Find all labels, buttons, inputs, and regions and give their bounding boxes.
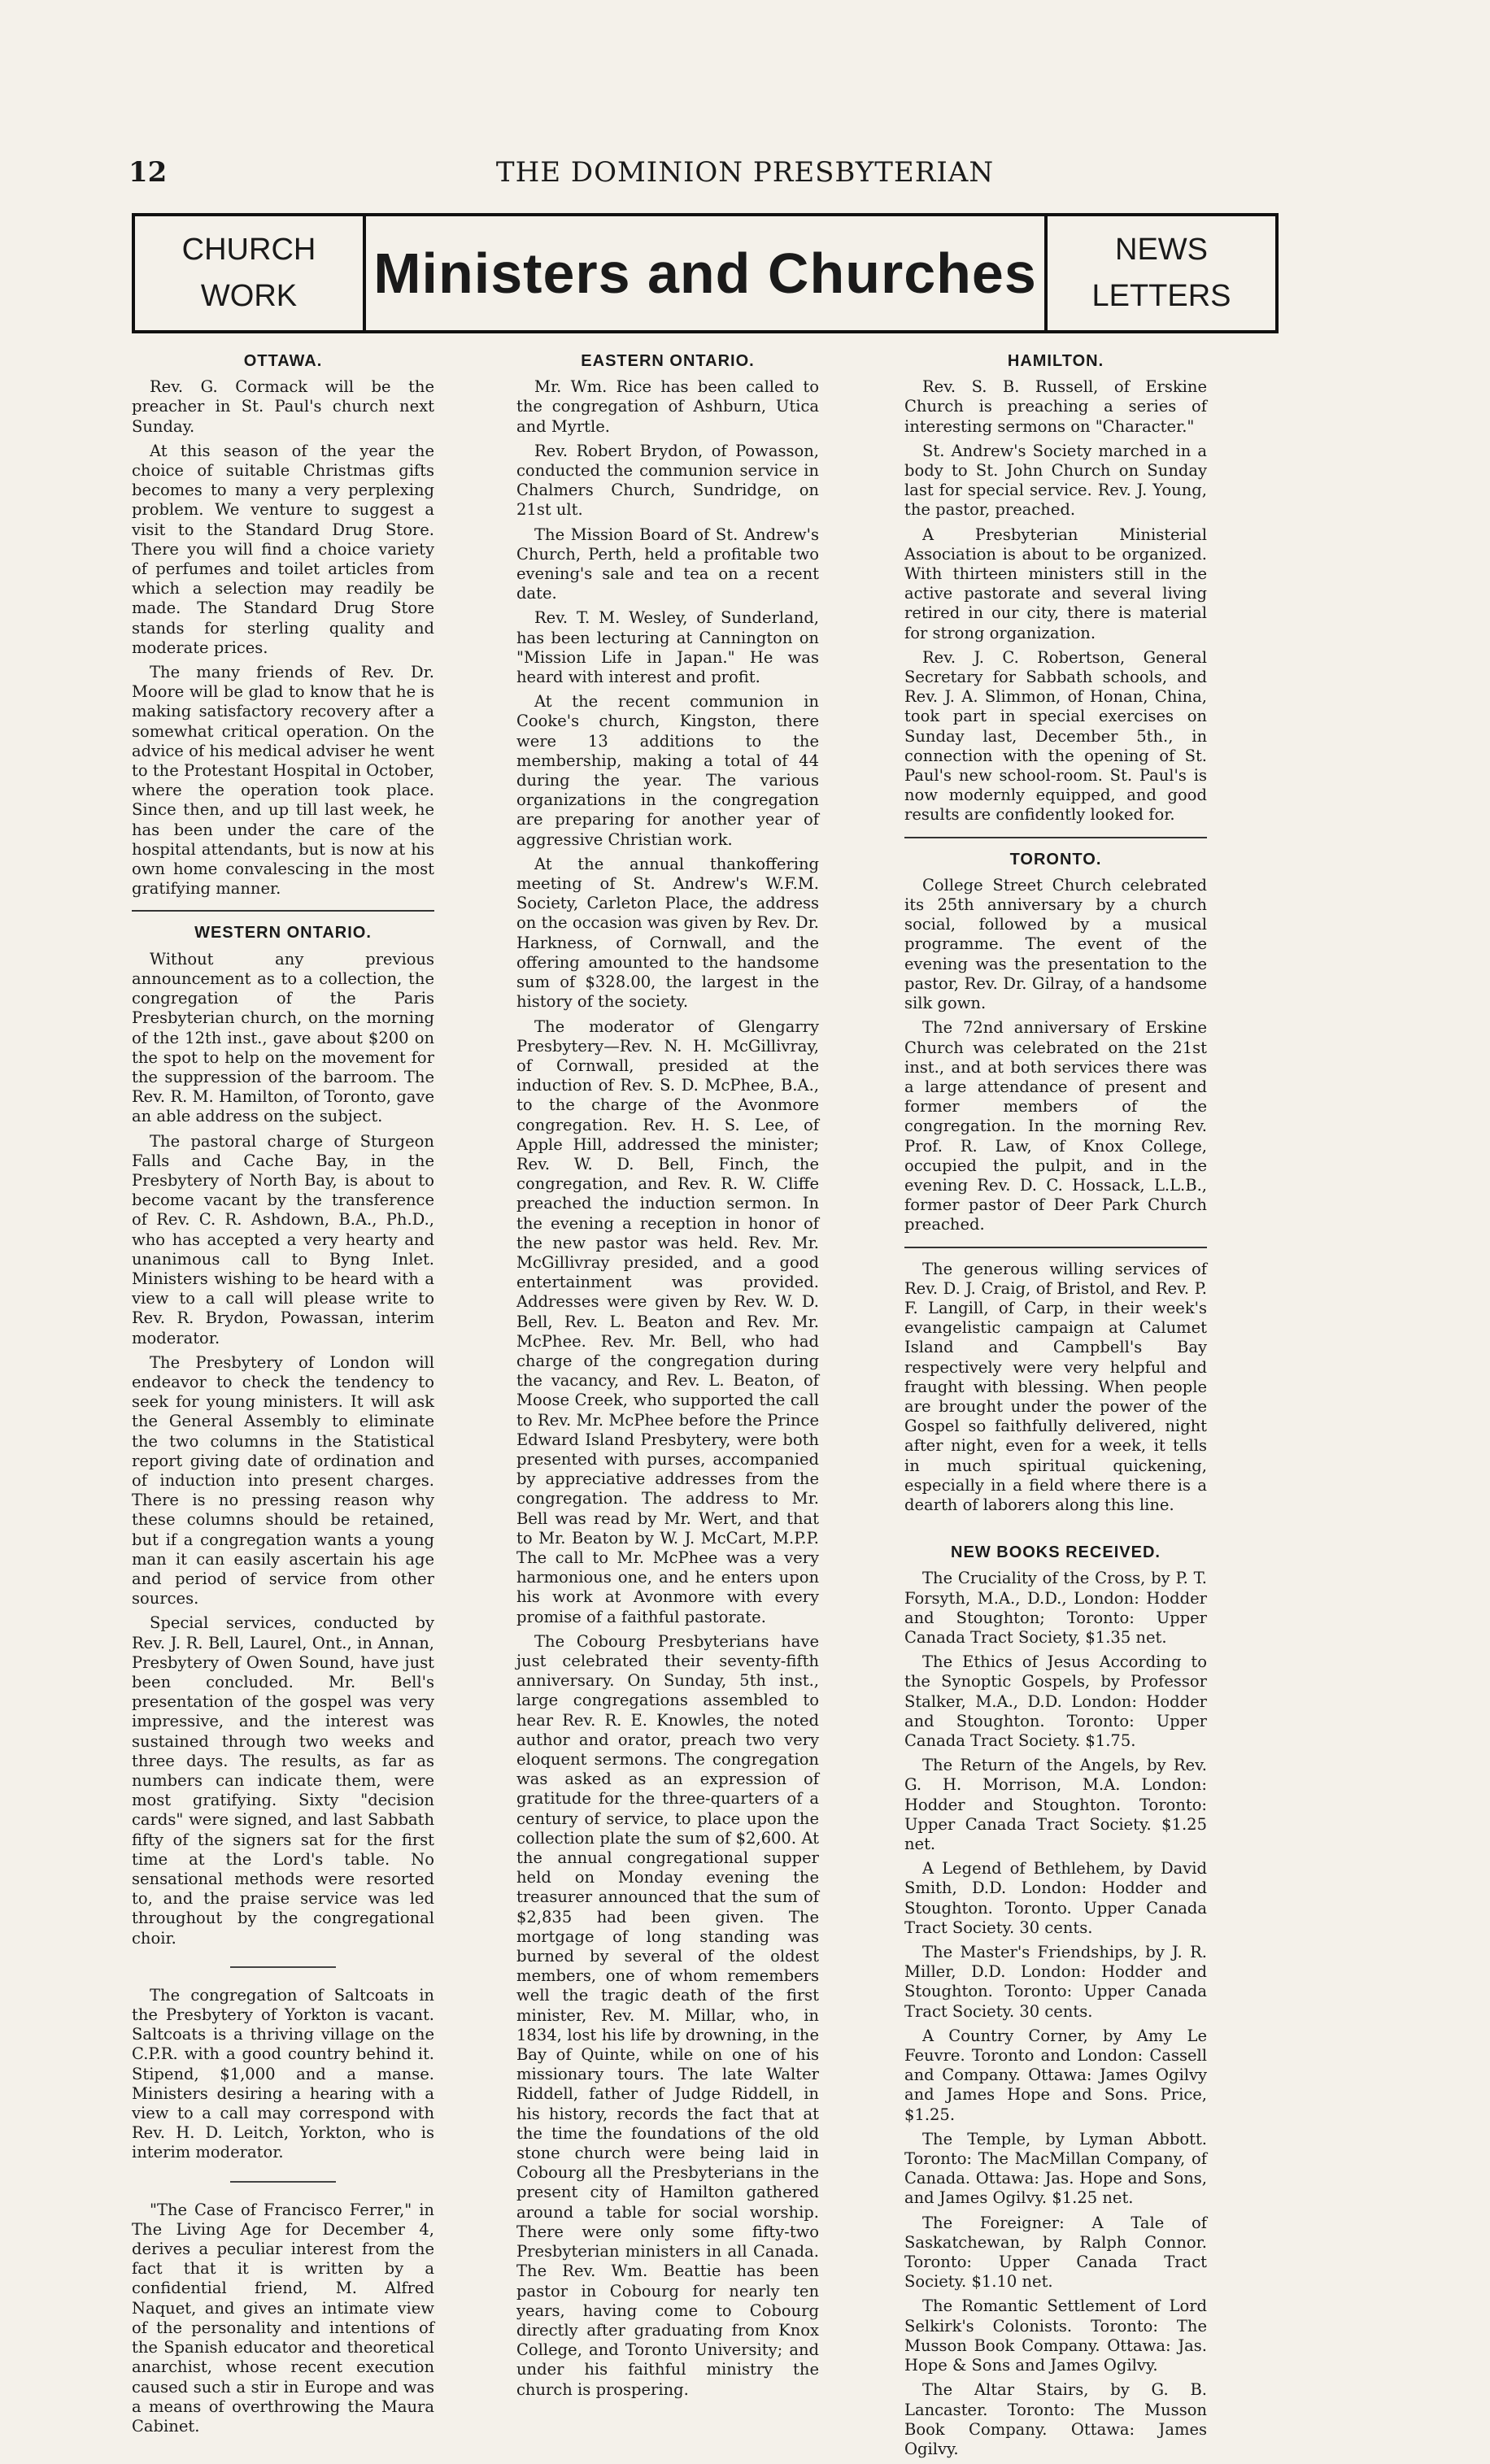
paragraph: The Presbytery of London will endeavor to check the tendency to seek for young ministers. It will ask the General Assembly to eliminate the two columns in the Statistical report giving date of ordination and of induction into present charges. There is no pressing reason why these columns should be retained, but if a congregation wants a young man it can easily ascertain his age and period of service from other sources. — [132, 1352, 434, 1609]
section-divider — [904, 1247, 1207, 1248]
book-listing: The Return of the Angels, by Rev. G. H. Morrison, M.A. London: Hodder and Stoughton. Toronto: Upper Canada Tract Society. $1.25 net. — [904, 1756, 1207, 1854]
paragraph: "The Case of Francisco Ferrer," in The Living Age for December 4, derives a peculiar interest from the fact that it is written by a confidential friend, M. Alfred Naquet, and gives an intimate view of the personality and intentions of the Spanish educator and theoretical anarchist, whose recent execution caused such a stir in Europe and was a means of overthrowing the Maura Cabinet. — [132, 2200, 434, 2436]
paragraph: Rev. J. C. Robertson, General Secretary for Sabbath schools, and Rev. J. A. Slimmon, of Honan, China, took part in special exercises on Sunday last, December 5th., in connection with the opening of St. Paul's new school-room. St. Paul's is now modernly equipped, and good results are confidently looked for. — [904, 647, 1207, 825]
book-listing: The Cruciality of the Cross, by P. T. Forsyth, M.A., D.D., London: Hodder and Stoughton; Toronto: Upper Canada Tract Society, $1.35 net. — [904, 1569, 1207, 1647]
paragraph: Mr. Wm. Rice has been called to the congregation of Ashburn, Utica and Myrtle. — [516, 377, 819, 436]
short-divider — [230, 1966, 336, 1968]
section-masthead — [132, 213, 1279, 333]
paragraph: Rev. G. Cormack will be the preacher in St. Paul's church next Sunday. — [132, 377, 434, 436]
section-divider — [132, 910, 434, 912]
book-listing: The Master's Friendships, by J. R. Miller, D.D. London: Hodder and Stoughton. Toronto: Upper Canada Tract Society. 30 cents. — [904, 1943, 1207, 2021]
section-heading-ottawa: OTTAWA. — [243, 352, 323, 370]
paragraph: The generous willing services of Rev. D. J. Craig, of Bristol, and Rev. P. F. Langill, of Carp, in their week's evangelistic campaign at Calumet Island and Campbell's Bay respectively were very helpful and fraught with blessing. When people are brought under the power of the Gospel so faithfully delivered, night after night, even for a week, it tells in much spiritual quickening, especially in a field where there is a dearth of laborers along this line. — [904, 1259, 1207, 1514]
section-heading-new-books: NEW BOOKS RECEIVED. — [951, 1543, 1161, 1562]
masthead-title: Ministers and Churches — [373, 242, 1037, 305]
book-listing: The Temple, by Lyman Abbott. Toronto: The MacMillan Company, of Canada. Ottawa: Jas. Hope and Sons, and James Ogilvy. $1.25 net. — [904, 2129, 1207, 2208]
paragraph: At the annual thankoffering meeting of St. Andrew's W.F.M. Society, Carleton Place, the address on the occasion was given by Rev. Dr. Harkness, of Cornwall, and the offering amounted to the handsome sum of $328.00, the largest in the history of the society. — [516, 854, 819, 1012]
paragraph: College Street Church celebrated its 25th anniversary by a church social, followed by a musical programme. The event of the evening was the presentation to the pastor, Rev. Dr. Gilray, of a handsome silk gown. — [904, 875, 1207, 1013]
masthead-right-line1: NEWS — [1115, 233, 1208, 267]
paragraph: Rev. Robert Brydon, of Powasson, conducted the communion service in Chalmers Church, Sundridge, on 21st ult. — [516, 441, 819, 520]
column-1 — [132, 351, 434, 2441]
short-divider — [230, 2181, 336, 2183]
paragraph: The moderator of Glengarry Presbytery—Rev. N. H. McGillivray, of Cornwall, presided at the induction of Rev. S. D. McPhee, B.A., to the charge of the Avonmore congregation. Rev. H. S. Lee, of Apple Hill, addressed the minister; Rev. W. D. Bell, Finch, the congregation, and Rev. R. W. Cliffe preached the induction sermon. In the evening a reception in honor of the new pastor was held. Rev. Mr. McGillivray presided, and a good entertainment was provided. Addresses were given by Rev. W. D. Bell, Rev. L. Beaton and Rev. Mr. McPhee. Rev. Mr. Bell, who had charge of the congregation during the vacancy, and Rev. L. Beaton, of Moose Creek, who supported the call to Rev. Mr. McPhee before the Prince Edward Island Presbytery, were both presented with purses, accompanied by appreciative addresses from the congregation. The address to Mr. Bell was read by Mr. Wert, and that to Mr. Beaton by W. J. McCart, M.P.P. The call to Mr. McPhee was a very harmonious one, and he enters upon his work at Avonmore with every promise of a faithful pastorate. — [516, 1017, 819, 1626]
paragraph: The congregation of Saltcoats in the Presbytery of Yorkton is vacant. Saltcoats is a thriving village on the C.P.R. with a good country behind it. Stipend, $1,000 and a manse. Ministers desiring a hearing with a view to a call may correspond with Rev. H. D. Leitch, Yorkton, who is interim moderator. — [132, 1985, 434, 2162]
masthead-right-line2: LETTERS — [1091, 279, 1231, 313]
section-divider — [904, 837, 1207, 838]
spacer — [904, 1520, 1207, 1543]
paragraph: The pastoral charge of Sturgeon Falls and Cache Bay, in the Presbytery of North Bay, is about to become vacant by the transference of Rev. C. R. Ashdown, B.A., Ph.D., who has accepted a very hearty and unanimous call to Byng Inlet. Ministers wishing to be heard with a view to a call will please write to Rev. R. Brydon, Powassan, interim moderator. — [132, 1131, 434, 1347]
masthead-left-line1: CHURCH — [181, 233, 316, 267]
page-number: 12 — [129, 156, 168, 189]
masthead-left-box — [135, 216, 366, 330]
paragraph: The many friends of Rev. Dr. Moore will be glad to know that he is making satisfactory recovery after a somewhat critical operation. On the advice of his medical adviser he went to the Protestant Hospital in October, where the operation took place. Since then, and up till last week, he has been under the care of the hospital attendants, but is now at his own home convalescing in the most gratifying manner. — [132, 663, 434, 899]
section-heading-western-ontario: WESTERN ONTARIO. — [194, 924, 372, 943]
book-listing: The Foreigner: A Tale of Saskatchewan, by Ralph Connor. Toronto: Upper Canada Tract Society. $1.10 net. — [904, 2213, 1207, 2292]
section-heading-hamilton: HAMILTON. — [1007, 352, 1104, 370]
paragraph: A Presbyterian Ministerial Association is about to be organized. With thirteen ministers still in the active pastorate and several living retired in our city, there is material for strong organization. — [904, 525, 1207, 642]
book-listing: A Legend of Bethlehem, by David Smith, D.D. London: Hodder and Stoughton. Toronto. Upper Canada Tract Society. 30 cents. — [904, 1859, 1207, 1937]
column-2 — [516, 351, 819, 2405]
section-heading-toronto: TORONTO. — [1009, 850, 1102, 868]
book-listing: The Ethics of Jesus According to the Synoptic Gospels, by Professor Stalker, M.A., D.D. London: Hodder and Stoughton. Toronto: Upper Canada Tract Society. $1.75. — [904, 1652, 1207, 1750]
paragraph: Rev. T. M. Wesley, of Sunderland, has been lecturing at Cannington on "Mission Life in Japan." He was heard with interest and profit. — [516, 608, 819, 687]
book-listing: A Country Corner, by Amy Le Feuvre. Toronto and London: Cassell and Company. Ottawa: James Ogilvy and James Hope and Sons. Price, $1.25. — [904, 2026, 1207, 2124]
paragraph: The Cobourg Presbyterians have just celebrated their seventy-fifth anniversary. On Sunday, 5th inst., large congregations assembled to hear Rev. R. E. Knowles, the noted author and orator, preach two very eloquent sermons. The congregation was asked as an expression of gratitude for the three-quarters of a century of service, to place upon the collection plate the sum of $2,600. At the annual congregational supper held on Monday evening the treasurer announced that the sum of $2,835 had been given. The mortgage of long standing was burned by several of the oldest members, one of whom remembers well the tragic death of the first minister, Rev. M. Millar, who, in 1834, lost his life by drowning, in the Bay of Quinte, while on one of his missionary tours. The late Walter Riddell, father of Judge Riddell, in his history, records the fact that at the time the foundations of the old stone church were being laid in Cobourg all the Presbyterians in the present city of Hamilton gathered around a table for social worship. There were only some fifty-two Presbyterian ministers in all Canada. The Rev. Wm. Beattie has been pastor in Cobourg for nearly ten years, having come to Cobourg directly after graduating from Knox College, and Toronto University; and under his faithful ministry the church is prospering. — [516, 1631, 819, 2399]
running-title: THE DOMINION PRESBYTERIAN — [495, 156, 995, 189]
paragraph: The 72nd anniversary of Erskine Church was celebrated on the 21st inst., and at both services there was a large attendance of present and former members of the congregation. In the morning Rev. Prof. R. Law, of Knox College, occupied the pulpit, and in the evening Rev. D. C. Hossack, L.L.B., former pastor of Deer Park Church preached. — [904, 1018, 1207, 1234]
masthead-left-line2: WORK — [200, 279, 298, 313]
paragraph: The Mission Board of St. Andrew's Church, Perth, held a profitable two evening's sale and tea on a recent date. — [516, 525, 819, 603]
paragraph: Special services, conducted by Rev. J. R. Bell, Laurel, Ont., in Annan, Presbytery of Owen Sound, have just been concluded. Mr. Bell's presentation of the gospel was very impressive, and the interest was sustained through two weeks and three days. The results, as far as numbers can indicate them, were most gratifying. Sixty "decision cards" were signed, and last Sabbath fifty of the signers sat for the first time at the Lord's table. No sensational methods were resorted to, and the praise service was led throughout by the congregational choir. — [132, 1613, 434, 1948]
column-3 — [904, 351, 1207, 2464]
paragraph: St. Andrew's Society marched in a body to St. John Church on Sunday last for special service. Rev. J. Young, the pastor, preached. — [904, 441, 1207, 520]
paragraph: Rev. S. B. Russell, of Erskine Church is preaching a series of interesting sermons on "Character." — [904, 377, 1207, 436]
book-listing: The Romantic Settlement of Lord Selkirk's Colonists. Toronto: The Musson Book Company. Ottawa: Jas. Hope & Sons and James Ogilvy. — [904, 2296, 1207, 2375]
section-heading-eastern-ontario: EASTERN ONTARIO. — [581, 352, 755, 370]
paragraph: At the recent communion in Cooke's church, Kingston, there were 13 additions to the membership, making a total of 44 during the year. The various organizations in the congregation are preparing for another year of aggressive Christian work. — [516, 692, 819, 849]
book-listing: The Altar Stairs, by G. B. Lancaster. Toronto: The Musson Book Company. Ottawa: James Ogilvy. — [904, 2380, 1207, 2458]
paragraph: Without any previous announcement as to a collection, the congregation of the Paris Presbyterian church, on the morning of the 12th inst., gave about $200 on the spot to help on the movement for the suppression of the barroom. The Rev. R. M. Hamilton, of Toronto, gave an able address on the subject. — [132, 949, 434, 1126]
paragraph: At this season of the year the choice of suitable Christmas gifts becomes to many a very perplexing problem. We venture to suggest a visit to the Standard Drug Store. There you will find a choice variety of perfumes and toilet articles from which a selection may readily be made. The Standard Drug Store stands for sterling quality and moderate prices. — [132, 441, 434, 657]
masthead-right-box — [1044, 216, 1275, 330]
